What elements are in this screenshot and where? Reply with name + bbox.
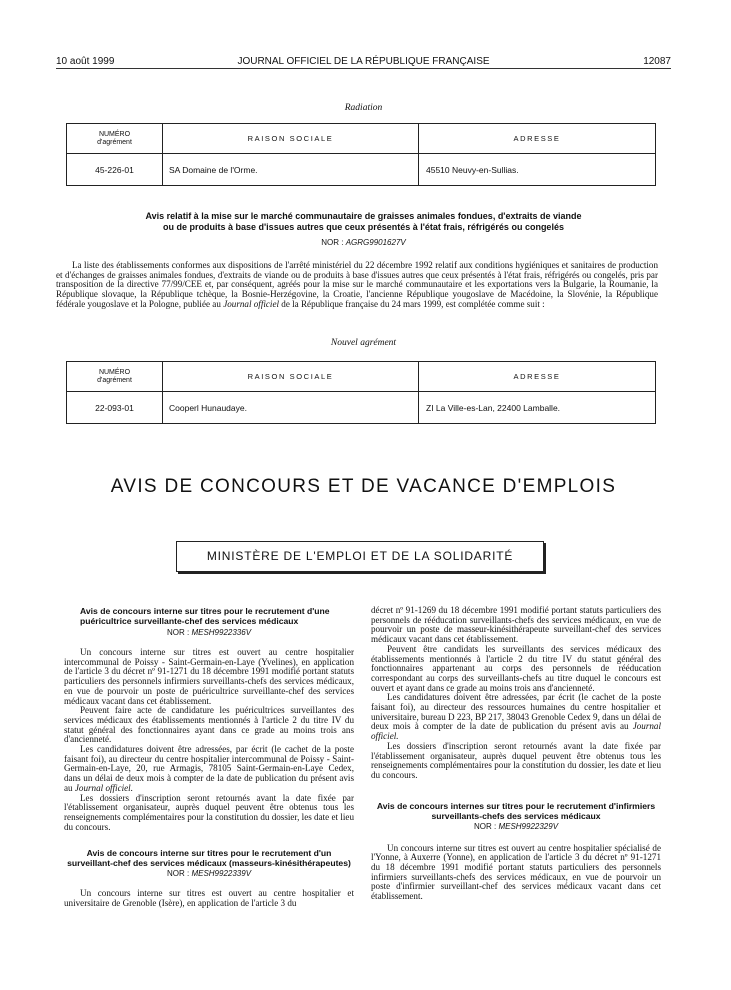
page-number: 12087 (643, 56, 671, 67)
avis3-body (371, 844, 661, 902)
journal-title: JOURNAL OFFICIEL DE LA RÉPUBLIQUE FRANÇAISE (237, 56, 490, 67)
avis-graisses-nor: NOR : AGRG9901627V (321, 238, 406, 247)
nouvel-agrement-caption: Nouvel agrément (330, 338, 397, 348)
paragraph: Peuvent faire acte de candidature les puéricultrices surveillantes des services médicaux des établissements mentionnés à l'article 2 du titre IV du statut général des fonctionnaires ayant dans ce grade au moins trois ans d'ancienneté. (64, 705, 354, 745)
column-header-numero: NUMÉRO d'agrément (67, 362, 163, 392)
avis1-body (64, 648, 354, 832)
paragraph: Les candidatures doivent être adressées, par écrit (le cachet de la poste faisant foi), au directeur des ressources humaines du centre hospitalier et universitaire, bureau D 223, BP 217, 38043 Grenoble Cedex 9, dans un délai de deux mois à compter de la date de publication du présent avis au Journal officiel. (371, 692, 661, 742)
table-row (67, 392, 656, 424)
paragraph: Un concours interne sur titres est ouvert au centre hospitalier spécialisé de l'Yonne, à Auxerre (Yonne), en application de l'article 3 du décret nº 91-1271 du 18 décembre 1991 modifié portant statuts particuliers des personnels infirmiers surveillants-chefs des services médicaux, en vue de pourvoir un poste d'infirmier surveillant-chef des services médicaux vacant dans cet établissement. (371, 842, 661, 902)
avis1-nor: NOR : MESH9922336V (166, 628, 252, 637)
paragraph: Les dossiers d'inscription seront retournés avant la date fixée par l'établissement organisateur, auprès duquel peuvent être obtenus tous les renseignements complémentaires pour la constitution du dossier, les date et lieu du concours. (64, 792, 354, 832)
paragraph: décret nº 91-1269 du 18 décembre 1991 modifié portant statuts particuliers des personnels de rééducation surveillants-chefs des services médicaux, en vue de pourvoir un poste de masseur-kinésithérapeute surveillant-chef des services médicaux vacant dans cet établissement. (371, 605, 661, 645)
ministry-box: MINISTÈRE DE L'EMPLOI ET DE LA SOLIDARITÉ (176, 541, 544, 572)
nouvel-agrement-table (66, 361, 656, 424)
section-title: AVIS DE CONCOURS ET DE VACANCE D'EMPLOIS (110, 476, 617, 497)
cell-raison: SA Domaine de l'Orme. (163, 154, 419, 186)
avis2-body (64, 889, 354, 908)
header-date: 10 août 1999 (56, 56, 115, 67)
cell-adresse: 45510 Neuvy-en-Sullias. (419, 154, 656, 186)
column-header-raison: RAISON SOCIALE (163, 362, 419, 392)
paragraph: Les dossiers d'inscription seront retournés avant la date fixée par l'établissement organisateur, auprès duquel peuvent être obtenus tous les renseignements complémentaires pour la constitution du dossier, les date et lieu du concours. (371, 740, 661, 780)
avis3-title: Avis de concours internes sur titres pour le recrutement d'infirmiers surveillants-chefs des services médicaux (376, 800, 656, 821)
avis2-nor: NOR : MESH9922339V (166, 869, 252, 879)
avis1-title: Avis de concours interne sur titres pour le recrutement d'une puéricultrice surveillante-chef des services médicaux (80, 606, 330, 626)
avis-graisses-title: Avis relatif à la mise sur le marché communautaire de graisses animales fondues, d'extraits de viande ou de produits à base d'issues autres que ceux présentés à l'état frais, réfrigérés ou congelés (145, 211, 582, 232)
radiation-table (66, 123, 656, 186)
column-header-raison: RAISON SOCIALE (163, 124, 419, 154)
paragraph: Les candidatures doivent être adressées, par écrit (le cachet de la poste faisant foi), au directeur du centre hospitalier intercommunal de Poissy - Saint-Germain-en-Laye, 20, rue Armagis, 78105 Saint-Germain-en-Laye Cedex, dans un délai de deux mois à compter de la date de publication du présent avis au Journal officiel. (64, 744, 354, 793)
cell-numero: 45-226-01 (67, 154, 163, 186)
cell-raison: Cooperl Hunaudaye. (163, 392, 419, 424)
column-header-numero: NUMÉRO d'agrément (67, 124, 163, 154)
paragraph: Un concours interne sur titres est ouvert au centre hospitalier intercommunal de Poissy - Saint-Germain-en-Laye (Yvelines), en application de l'article 3 du décret nº 91-1271 du 18 décembre 1991 modifié portant statuts particuliers des personnels infirmiers surveillants-chefs des services médicaux, en vue de pourvoir un poste de puéricultrice surveillante-chef des services médicaux vacant dans cet établissement. (64, 647, 354, 706)
cell-numero: 22-093-01 (67, 392, 163, 424)
paragraph: Un concours interne sur titres est ouvert au centre hospitalier et universitaire de Grenoble (Isère), en application de l'article 3 du (64, 888, 354, 909)
avis3-nor: NOR : MESH9922329V (473, 821, 559, 831)
avis2-continued (371, 606, 661, 781)
cell-adresse: ZI La Ville-es-Lan, 22400 Lamballe. (419, 392, 656, 424)
avis2-title: Avis de concours interne sur titres pour le recrutement d'un surveillant-chef des services médicaux (masseurs-kinésithérapeutes) (67, 848, 351, 869)
right-column (371, 606, 661, 902)
left-column (64, 606, 354, 909)
column-header-adresse: ADRESSE (419, 362, 656, 392)
table-row (67, 154, 656, 186)
column-header-adresse: ADRESSE (419, 124, 656, 154)
table-header-row (67, 362, 656, 392)
avis-graisses-body: La liste des établissements conformes aux dispositions de l'arrêté ministériel du 22 décembre 1992 relatif aux conditions hygiéniques et sanitaires de production et d'échanges de graisses animales fondues, d'extraits de viande ou de produits à base d'issues autres que ceux présentés à l'état frais, réfrigérés ou congelés, pris par transposition de la directive 77/99/CEE et, par conséquent, agréés pour la mise sur le marché communautaire et les exportations vers la Bulgarie, la Roumanie, la République slovaque, la République tchèque, la Bosnie-Herzégovine, la Croatie, l'ancienne République yougoslave de Macédoine, la Slovénie, la République fédérale yougoslave et la Pologne, publiée au Journal officiel de la République française du 24 mars 1999, est complétée comme suit : (56, 260, 658, 309)
table-header-row (67, 124, 656, 154)
header-rule (56, 68, 671, 69)
radiation-caption: Radiation (344, 103, 383, 113)
paragraph: Peuvent être candidats les surveillants des services médicaux des établissements mentionnés à l'article 2 du titre IV du statut général des fonctionnaires appartenant au corps des personnels de rééducation correspondant au corps des surveillants-chefs au titre duquel le concours est ouvert et ayant dans ce grade au moins trois ans d'ancienneté. (371, 643, 661, 693)
